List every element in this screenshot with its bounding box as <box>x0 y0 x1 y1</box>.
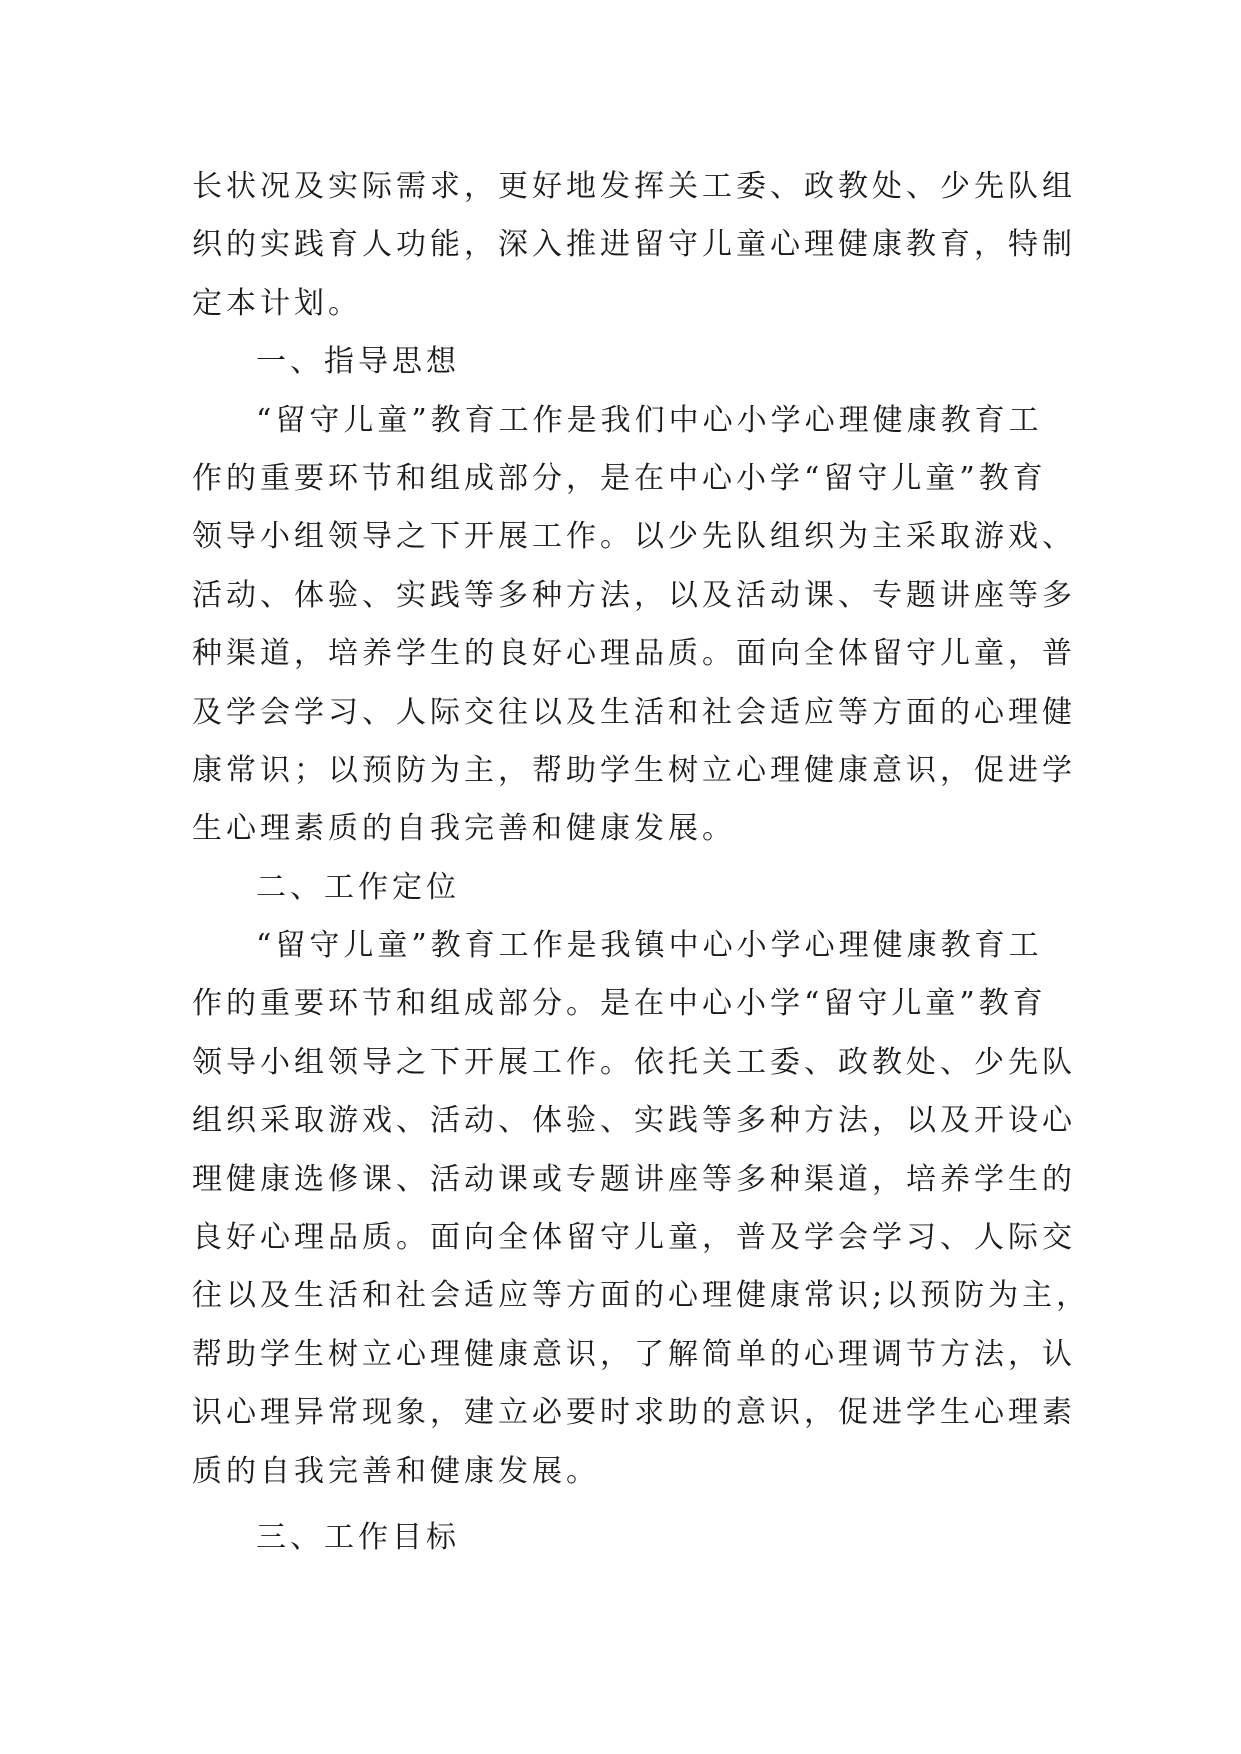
body-line: 组织采取游戏、活动、体验、实践等多种方法，以及开设心 <box>192 1103 1076 1139</box>
body-line: “留守儿童”教育工作是我们中心小学心理健康教育工 <box>256 402 1043 438</box>
body-line: 活动、体验、实践等多种方法，以及活动课、专题讲座等多 <box>192 577 1076 613</box>
document-body <box>192 158 1091 1567</box>
body-line: 长状况及实际需求，更好地发挥关工委、政教处、少先队组 <box>192 169 1076 204</box>
body-line: 良好心理品质。面向全体留守儿童，普及学会学习、人际交 <box>192 1220 1076 1256</box>
section-heading-guiding-thought: 一、指导思想 <box>256 344 460 380</box>
section-heading-work-positioning: 二、工作定位 <box>256 869 460 905</box>
body-line: 往以及生活和社会适应等方面的心理健康常识;以预防为主， <box>192 1278 1091 1314</box>
body-line: 作的重要环节和组成部分。是在中心小学“留守儿童”教育 <box>192 986 1047 1022</box>
body-line: 理健康选修课、活动课或专题讲座等多种渠道，培养学生的 <box>192 1161 1076 1197</box>
body-line: 领导小组领导之下开展工作。依托关工委、政教处、少先队 <box>192 1044 1076 1080</box>
body-line: 康常识；以预防为主，帮助学生树立心理健康意识，促进学 <box>192 752 1076 788</box>
section-heading-work-goals: 三、工作目标 <box>256 1519 460 1555</box>
body-line: 种渠道，培养学生的良好心理品质。面向全体留守儿童，普 <box>192 636 1076 672</box>
body-line: 识心理异常现象，建立必要时求助的意识，促进学生心理素 <box>192 1395 1076 1431</box>
body-line: 作的重要环节和组成部分，是在中心小学“留守儿童”教育 <box>192 460 1047 496</box>
body-line: 领导小组领导之下开展工作。以少先队组织为主采取游戏、 <box>192 519 1076 555</box>
body-line: 织的实践育人功能，深入推进留守儿童心理健康教育，特制 <box>192 227 1076 263</box>
body-line: 质的自我完善和健康发展。 <box>192 1453 600 1489</box>
body-line: “留守儿童”教育工作是我镇中心小学心理健康教育工 <box>256 928 1043 964</box>
body-line: 定本计划。 <box>192 285 362 321</box>
body-line: 帮助学生树立心理健康意识，了解简单的心理调节方法，认 <box>192 1336 1076 1372</box>
body-line: 生心理素质的自我完善和健康发展。 <box>192 811 736 847</box>
body-line: 及学会学习、人际交往以及生活和社会适应等方面的心理健 <box>192 694 1076 730</box>
